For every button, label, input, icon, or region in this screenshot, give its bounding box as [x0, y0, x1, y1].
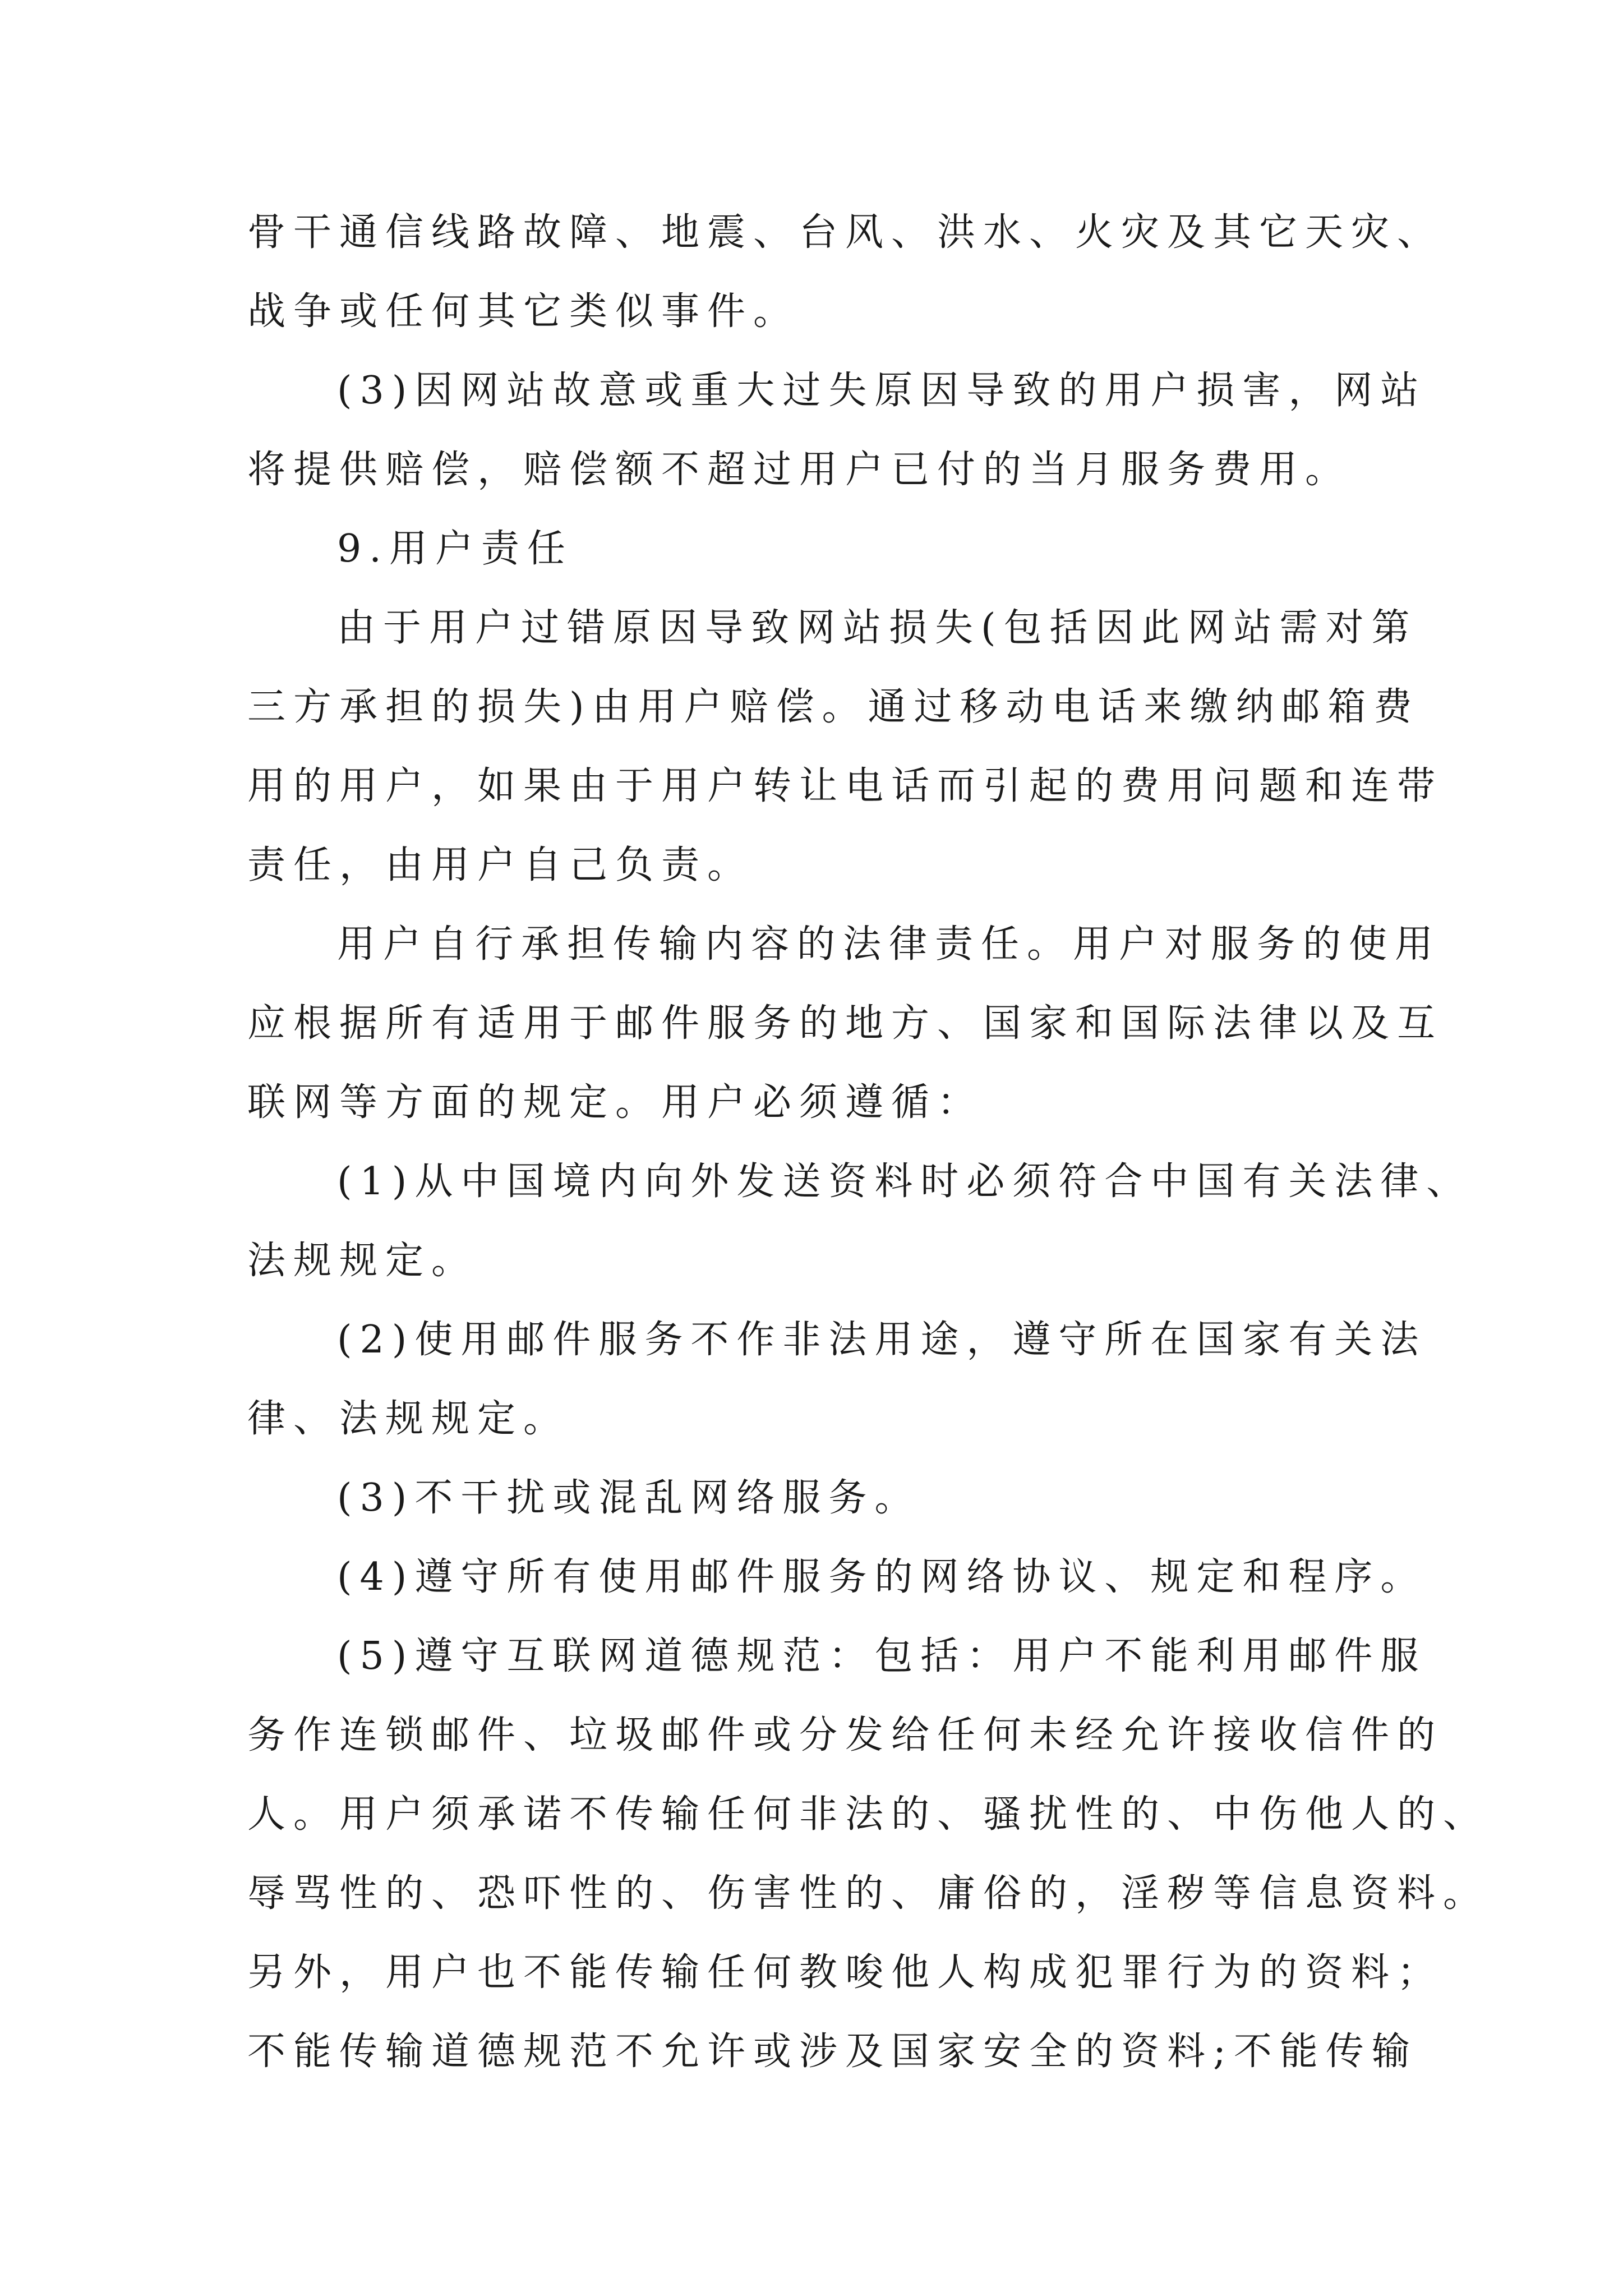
- text-line: 由于用户过错原因导致网站损失(包括因此网站需对第: [337, 606, 1418, 650]
- text-line: (4)遵守所有使用邮件服务的网络协议、规定和程序。: [337, 1555, 1427, 1599]
- text-line: 责任，由用户自己负责。: [247, 843, 754, 887]
- text-line: 战争或任何其它类似事件。: [247, 289, 800, 334]
- text-line: 三方承担的损失)由用户赔偿。通过移动电话来缴纳邮箱费: [247, 685, 1420, 729]
- text-line: 辱骂性的、恐吓性的、伤害性的、庸俗的，淫秽等信息资料。: [247, 1871, 1490, 1916]
- text-line: 不能传输道德规范不允许或涉及国家安全的资料;不能传输: [247, 2030, 1418, 2074]
- text-line: (1)从中国境内向外发送资料时必须符合中国有关法律、: [337, 1159, 1473, 1204]
- section-heading: 9.用户责任: [337, 527, 573, 571]
- text-line: 律、法规规定。: [247, 1397, 570, 1441]
- text-line: 另外，用户也不能传输任何教唆他人构成犯罪行为的资料；: [247, 1950, 1444, 1995]
- text-line: (5)遵守互联网道德规范：包括：用户不能利用邮件服: [337, 1634, 1427, 1678]
- text-line: 用户自行承担传输内容的法律责任。用户对服务的使用: [337, 922, 1441, 967]
- text-line: 应根据所有适用于邮件服务的地方、国家和国际法律以及互: [247, 1001, 1444, 1046]
- text-line: (3)不干扰或混乱网络服务。: [337, 1476, 921, 1520]
- text-line: 务作连锁邮件、垃圾邮件或分发给任何未经允许接收信件的: [247, 1713, 1444, 1757]
- text-line: 用的用户，如果由于用户转让电话而引起的费用问题和连带: [247, 764, 1444, 808]
- text-line: 人。用户须承诺不传输任何非法的、骚扰性的、中伤他人的、: [247, 1792, 1490, 1837]
- text-line: (3)因网站故意或重大过失原因导致的用户损害，网站: [337, 369, 1427, 413]
- text-line: 联网等方面的规定。用户必须遵循：: [247, 1080, 984, 1125]
- text-line: 将提供赔偿，赔偿额不超过用户已付的当月服务费用。: [247, 448, 1352, 492]
- text-line: 骨干通信线路故障、地震、台风、洪水、火灾及其它天灾、: [247, 210, 1444, 255]
- text-line: (2)使用邮件服务不作非法用途，遵守所在国家有关法: [337, 1318, 1427, 1362]
- text-line: 法规规定。: [247, 1239, 478, 1283]
